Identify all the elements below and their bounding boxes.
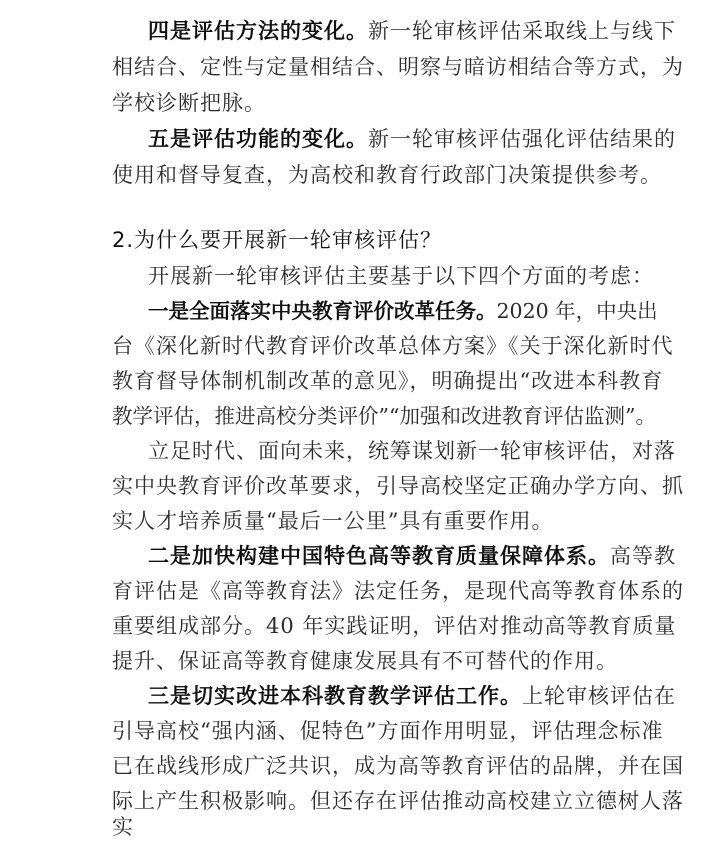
- paragraph-line: 已在战线形成广泛共识，成为高等教育评估的品牌，并在国: [112, 754, 684, 778]
- paragraph-line: [148, 124, 676, 154]
- section-heading: 五是评估功能的变化。: [148, 127, 368, 151]
- paragraph-line: 引导高校“强内涵、促特色”方面作用明显，评估理念标准: [112, 719, 664, 743]
- section-heading: 二是加快构建中国特色高等教育质量保障体系。: [148, 544, 610, 568]
- paragraph-text: 上轮审核评估在: [522, 684, 676, 708]
- paragraph-line: [148, 541, 676, 571]
- paragraph-text: 2020 年，中央出: [496, 299, 658, 323]
- paragraph-line: 实: [112, 815, 134, 839]
- paragraph-line: 立足时代、面向未来，统筹谋划新一轮审核评估，对落: [148, 439, 676, 463]
- intro-text: 开展新一轮审核评估主要基于以下四个方面的考虑：: [148, 264, 654, 288]
- paragraph-line: 使用和督导复查，为高校和教育行政部门决策提供参考。: [112, 163, 662, 187]
- section-heading: 四是评估方法的变化。: [148, 19, 368, 43]
- paragraph-text: 高等教: [610, 544, 676, 568]
- paragraph-line: 重要组成部分。40 年实践证明，评估对推动高等教育质量: [112, 614, 677, 638]
- section-heading: 一是全面落实中央教育评价改革任务。: [148, 299, 497, 323]
- question-heading: 2.为什么要开展新一轮审核评估？: [112, 228, 443, 252]
- paragraph-line: [148, 296, 658, 326]
- paragraph-text: 新一轮审核评估强化评估结果的: [368, 127, 676, 151]
- paragraph-line: [148, 681, 676, 711]
- paragraph-line: 教学评估，推进高校分类评价”“加强和改进教育评估监测”。: [112, 404, 656, 428]
- paragraph-line: 育评估是《高等教育法》法定任务，是现代高等教育体系的: [112, 579, 684, 603]
- paragraph-line: [148, 16, 676, 46]
- paragraph-line: 实人才培养质量“最后一公里”具有重要作用。: [112, 509, 554, 533]
- paragraph-line: 提升、保证高等教育健康发展具有不可替代的作用。: [112, 649, 618, 673]
- paragraph-text: 新一轮审核评估采取线上与线下: [368, 19, 676, 43]
- paragraph-line: 际上产生积极影响。但还存在评估推动高校建立立德树人落: [112, 789, 684, 813]
- paragraph-line: 实中央教育评价改革要求，引导高校坚定正确办学方向、抓: [112, 474, 684, 498]
- paragraph-line: 台《深化新时代教育评价改革总体方案》《关于深化新时代: [112, 334, 674, 358]
- section-heading: 三是切实改进本科教育教学评估工作。: [148, 684, 522, 708]
- paragraph-line: 教育督导体制机制改革的意见》，明确提出“改进本科教育: [112, 369, 664, 393]
- paragraph-line: 学校诊断把脉。: [112, 91, 266, 115]
- paragraph-line: 相结合、定性与定量相结合、明察与暗访相结合等方式，为: [112, 55, 684, 79]
